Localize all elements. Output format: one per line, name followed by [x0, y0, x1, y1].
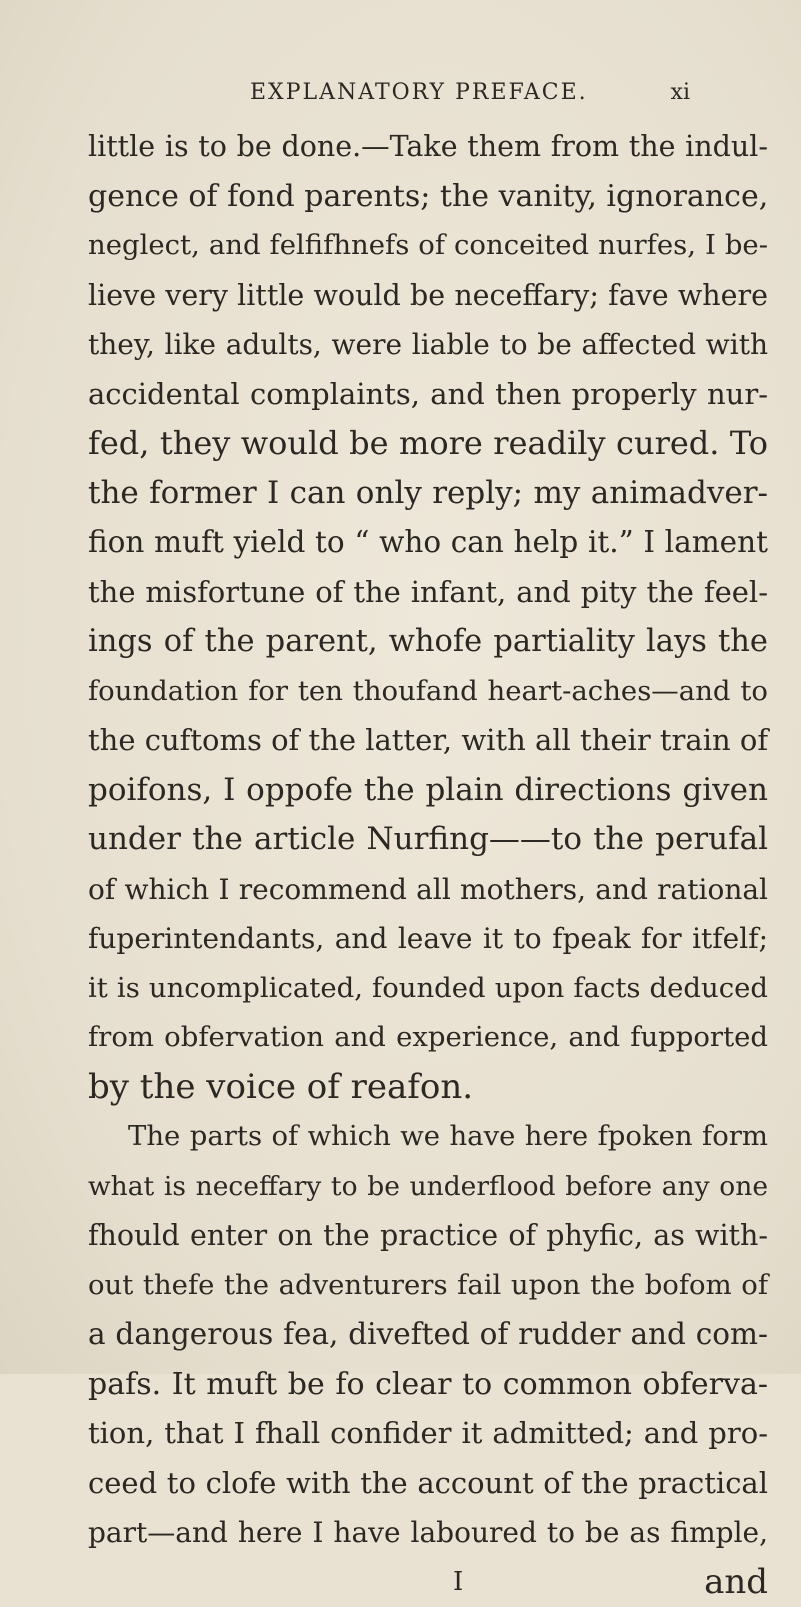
text-line: neglect, and felfifhnefs of conceited nurfes, I be- [88, 221, 768, 271]
text-line: by the voice of reafon. [88, 1063, 768, 1113]
text-line: lieve very little would be neceffary; fave where [88, 271, 768, 321]
text-line: ceed to clofe with the account of the practical [88, 1459, 768, 1509]
text-line: fhould enter on the practice of phyfic, as with- [88, 1211, 768, 1261]
paragraph-start-line: The parts of which we have here fpoken form [88, 1112, 768, 1162]
text-line: fed, they would be more readily cured. To [88, 419, 768, 469]
text-line: part—and here I have laboured to be as fimple, [88, 1508, 768, 1558]
text-line: the misfortune of the infant, and pity the feel- [88, 568, 768, 618]
text-line: under the article Nurfing——to the perufal [88, 815, 768, 865]
text-line: fion muft yield to “ who can help it.” I lament [88, 518, 768, 568]
text-line: the cuftoms of the latter, with all their train of [88, 716, 768, 766]
text-line: accidental complaints, and then properly nur- [88, 370, 768, 420]
text-line: poifons, I oppofe the plain directions given [88, 766, 768, 816]
text-line: out thefe the adventurers fail upon the bofom of [88, 1261, 768, 1311]
text-line: a dangerous fea, divefted of rudder and com- [88, 1310, 768, 1360]
page-number: xi [671, 80, 690, 105]
page-header [250, 80, 690, 114]
text-line: pafs. It muft be fo clear to common obferva- [88, 1360, 768, 1410]
page-footer [88, 1558, 768, 1607]
text-line: ings of the parent, whofe partiality lays the [88, 617, 768, 667]
text-line: foundation for ten thoufand heart-aches—and to [88, 667, 768, 717]
running-head: EXPLANATORY PREFACE. [250, 80, 588, 105]
text-line: of which I recommend all mothers, and rational [88, 865, 768, 915]
text-line: it is uncomplicated, founded upon facts deduced [88, 964, 768, 1014]
text-line: the former I can only reply; my animadver- [88, 469, 768, 519]
text-line: they, like adults, were liable to be affected with [88, 320, 768, 370]
catchword: and [704, 1558, 768, 1607]
text-line: gence of fond parents; the vanity, ignorance, [88, 172, 768, 222]
signature-mark: I [453, 1558, 463, 1607]
text-line: what is neceffary to be underflood before any one [88, 1162, 768, 1212]
text-line: tion, that I fhall confider it admitted; and pro- [88, 1409, 768, 1459]
text-line: little is to be done.—Take them from the indul- [88, 122, 768, 172]
body-text [88, 122, 768, 1607]
text-line: from obfervation and experience, and fupported [88, 1013, 768, 1063]
text-line: fuperintendants, and leave it to fpeak for itfelf; [88, 914, 768, 964]
